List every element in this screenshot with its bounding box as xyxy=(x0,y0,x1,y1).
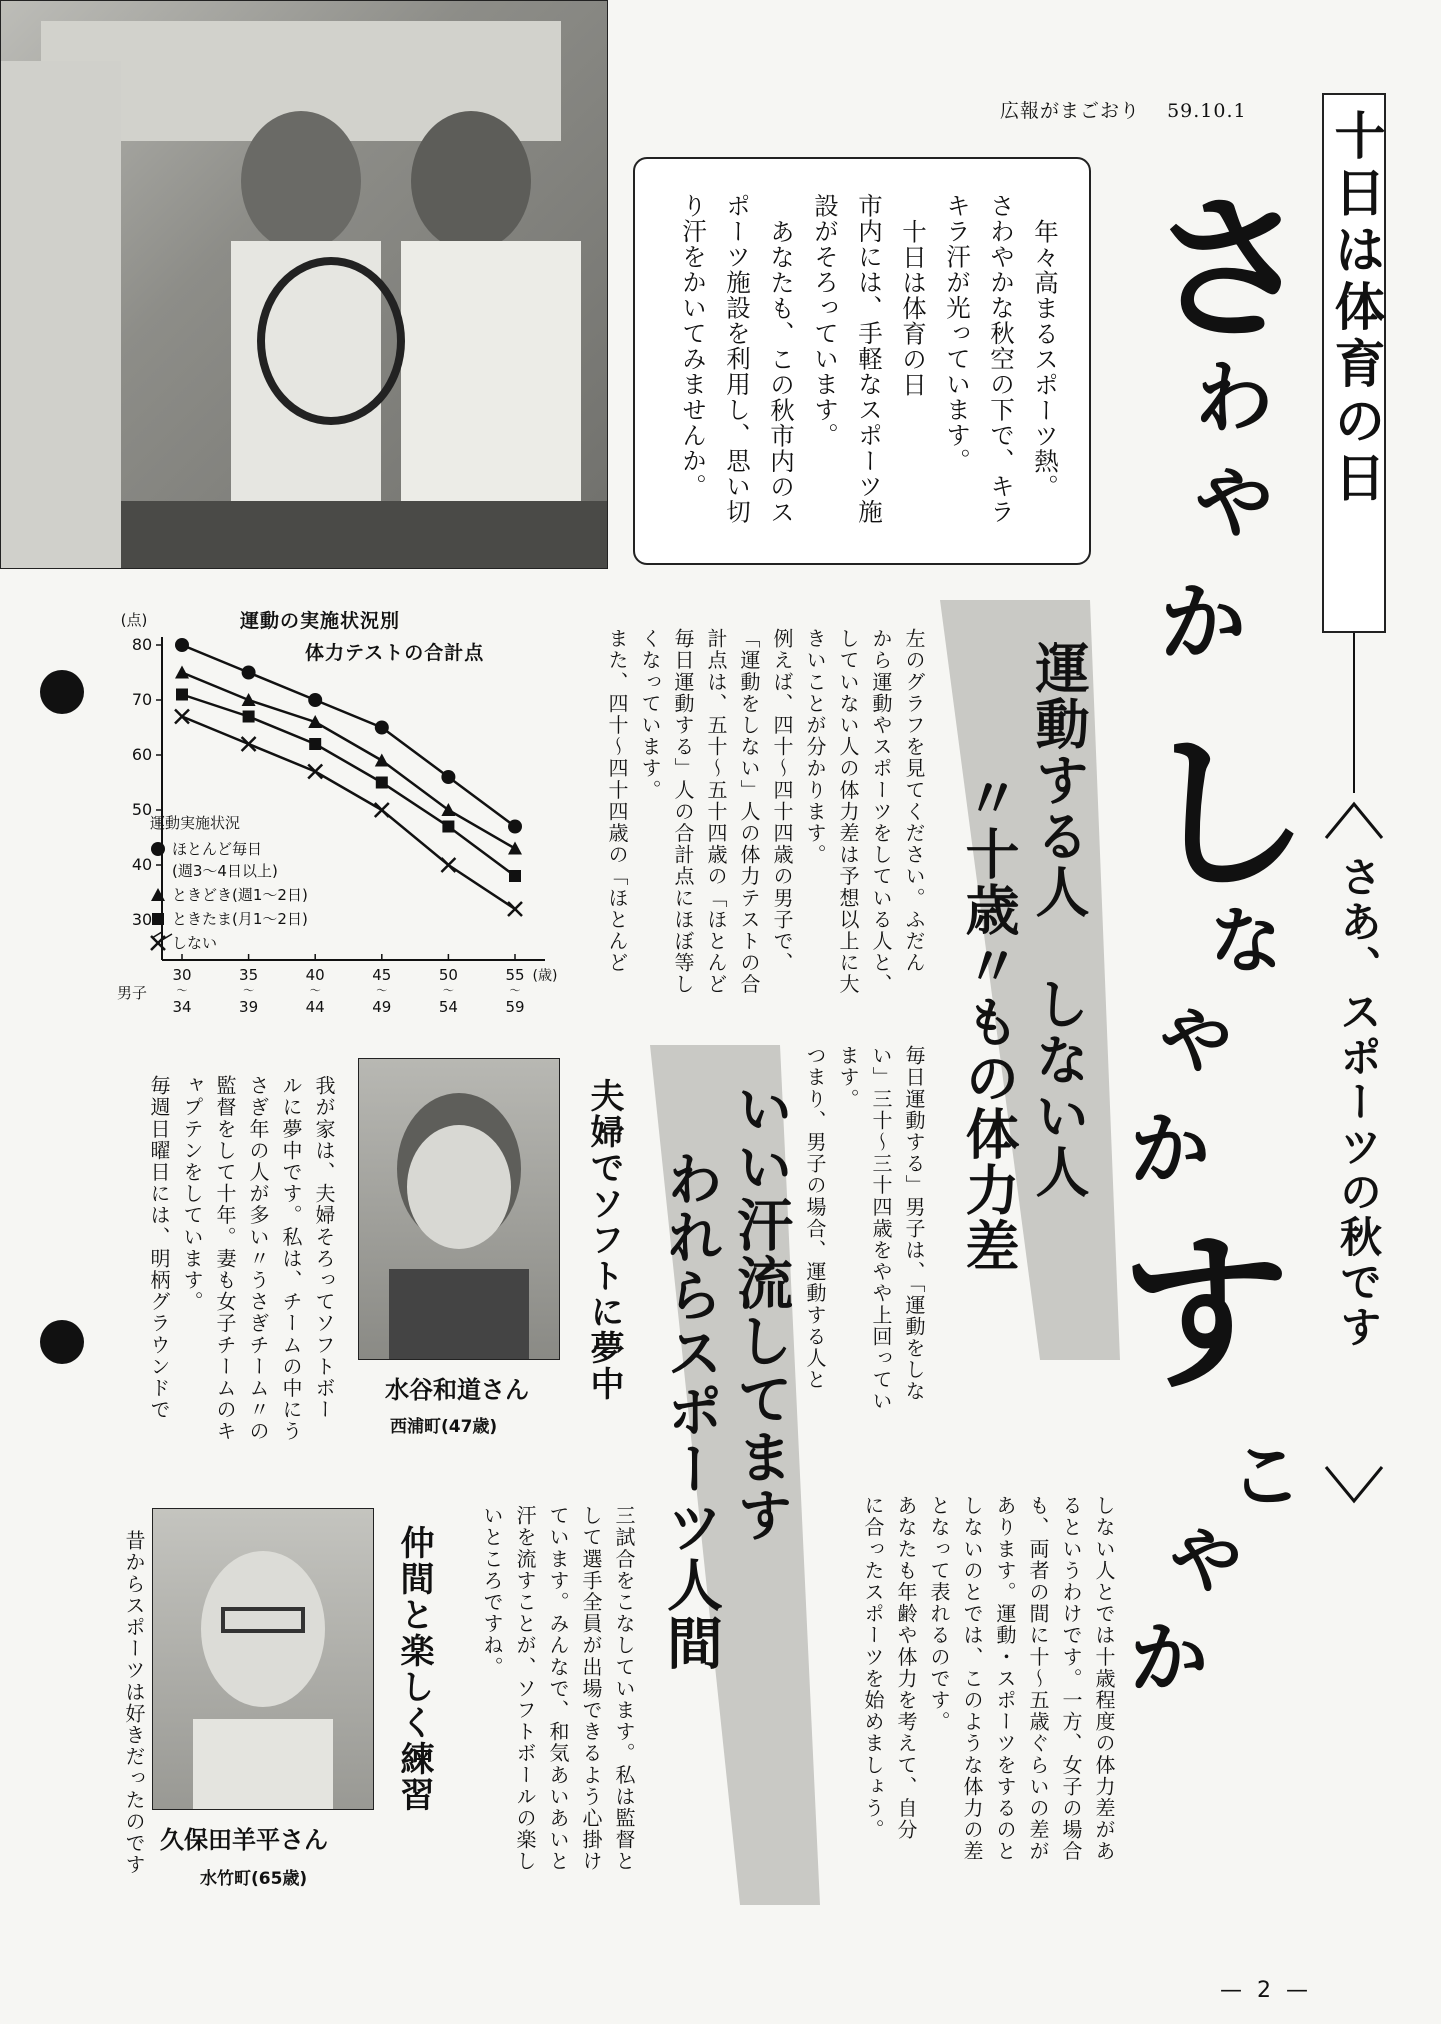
section2-heading-2: われらスポーツ人間 xyxy=(658,1150,723,1672)
body-line: ています。みんなで、和気あいあいと xyxy=(546,1505,570,1873)
section1-heading-1: 運動する人 しない人 xyxy=(1027,640,1090,1200)
x-axis-label: 男子 xyxy=(116,984,148,1002)
body-line: さぎ年の人が多い〃うさぎチーム〃の xyxy=(246,1075,270,1443)
data-point-square xyxy=(376,777,388,789)
data-point-square xyxy=(243,711,255,723)
data-point-circle xyxy=(441,770,455,784)
body-line: ます。 xyxy=(836,1045,860,1110)
x-unit-label: (歳) xyxy=(532,968,558,984)
y-tick-label: 50 xyxy=(131,800,153,819)
person1-address: 西浦町(47歳) xyxy=(390,1417,498,1437)
data-point-triangle xyxy=(375,754,389,767)
person2-name: 久保田羊平さん xyxy=(160,1826,328,1854)
body-line: ルに夢中です。私は、チームの中にう xyxy=(279,1075,303,1443)
x-tick-label: 35 xyxy=(239,966,259,984)
title-box xyxy=(1322,93,1386,633)
x-tick-label: 45 xyxy=(372,966,392,984)
person2-headline: 仲間と楽しく練習 xyxy=(394,1525,434,1813)
binder-hole xyxy=(40,1320,84,1364)
y-tick-label: 30 xyxy=(131,910,153,929)
section1-heading-2: 〃十歳〃もの体力差 xyxy=(957,770,1020,1274)
body-line: から運動やスポーツをしている人と、 xyxy=(869,628,893,996)
intro-line: 市内には、手軽なスポーツ施 xyxy=(855,193,884,525)
body-line: 三試合をこなしています。私は監督と xyxy=(612,1505,636,1873)
big-char: す xyxy=(1120,1216,1291,1414)
intro-line: り汗をかいてみませんか。 xyxy=(679,193,708,499)
x-tick-label: 55 xyxy=(505,966,525,984)
data-point-triangle xyxy=(508,842,522,855)
body-line: い」三十〜三十四歳をやや上回ってい xyxy=(869,1045,893,1413)
body-line: 左のグラフを見てください。ふだん xyxy=(902,628,926,974)
body-line: るというわけです。一方、女子の場合 xyxy=(1059,1495,1083,1863)
intro-line: 年々高まるスポーツ熱。 xyxy=(1031,219,1060,500)
body-line: いところですね。 xyxy=(480,1505,504,1678)
publication-name: 広報がまごおり xyxy=(1000,100,1141,122)
section1-body-bottom xyxy=(800,1495,1120,1895)
publication-date: 59.10.1 xyxy=(1167,100,1247,122)
chart-title-line2: 体力テストの合計点 xyxy=(305,642,485,664)
body-line: となって表れるのです。 xyxy=(927,1495,951,1733)
series-line xyxy=(182,645,515,827)
person1-body xyxy=(115,1075,340,1495)
body-line: しないのとでは、このような体力の差 xyxy=(960,1495,984,1863)
legend-title: 運動実施状況 xyxy=(150,814,241,832)
person1-headline: 夫婦でソフトに夢中 xyxy=(584,1078,624,1402)
big-char: さ xyxy=(1150,176,1311,363)
body-line: 監督をして十年。妻も女子チームのキ xyxy=(213,1075,237,1443)
body-line: 昔からスポーツは好きだったのです xyxy=(122,1530,146,1876)
x-tick-label: 〜 xyxy=(509,984,521,997)
legend-label: ときたま(月1〜2日) xyxy=(172,910,308,928)
x-tick-label: 〜 xyxy=(243,984,255,997)
data-point-triangle xyxy=(242,693,256,706)
body-line: あります。運動・スポーツをするのと xyxy=(993,1495,1017,1863)
big-char: し xyxy=(1140,716,1311,914)
tennis-photo-illustration xyxy=(1,1,607,568)
x-tick-label: 40 xyxy=(305,966,325,984)
page-number: — 2 — xyxy=(1220,1978,1312,2003)
section1-body-mid xyxy=(790,1045,930,1465)
body-line: 我が家は、夫婦そろってソフトボー xyxy=(312,1075,336,1421)
big-char: こ xyxy=(1230,1434,1303,1518)
legend-label: しない xyxy=(172,934,218,952)
x-tick-label: 59 xyxy=(505,998,525,1016)
body-line: くなっています。 xyxy=(638,628,662,801)
chart-area xyxy=(110,600,600,1030)
chart-title-line1: 運動の実施状況別 xyxy=(240,610,401,632)
x-tick-label: 44 xyxy=(305,998,325,1016)
tennis-photo xyxy=(0,0,608,569)
big-char: か xyxy=(1130,1614,1209,1704)
page-title: 十日は体育の日 xyxy=(1325,109,1384,508)
data-point-circle xyxy=(175,638,189,652)
intro-line: 設がそろっています。 xyxy=(811,193,840,448)
y-tick-label: 80 xyxy=(131,635,153,654)
intro-box xyxy=(633,157,1091,565)
intro-line: キラ汗が光っています。 xyxy=(943,193,972,474)
data-point-circle xyxy=(151,842,165,856)
x-tick-label: 〜 xyxy=(376,984,388,997)
body-line: 毎週日曜日には、明柄グラウンドで xyxy=(147,1075,171,1421)
x-tick-label: 〜 xyxy=(176,984,188,997)
data-point-square xyxy=(309,738,321,750)
intro-line: あなたも、この秋市内のス xyxy=(767,219,796,525)
x-tick-label: 34 xyxy=(172,998,192,1016)
person2-portrait xyxy=(153,1509,373,1809)
y-tick-label: 40 xyxy=(131,855,153,874)
y-tick-label: 70 xyxy=(131,690,153,709)
person2-photo xyxy=(152,1508,374,1810)
data-point-square xyxy=(442,821,454,833)
big-char: わ xyxy=(1195,354,1274,444)
body-line: していない人の体力差は予想以上に大 xyxy=(836,628,860,996)
y-axis-label: (点) xyxy=(120,611,148,629)
series-line xyxy=(182,717,515,910)
person1-name: 水谷和道さん xyxy=(385,1376,529,1404)
body-line: して選手全員が出場できるよう心掛け xyxy=(579,1505,603,1873)
data-point-circle xyxy=(242,666,256,680)
intro-text xyxy=(671,193,1067,545)
body-line: 汗を流すことが、ソフトボールの楽し xyxy=(513,1505,537,1873)
subtitle: さあ、スポーツの秋です xyxy=(1334,855,1383,1350)
intro-line: 十日は体育の日 xyxy=(899,219,928,398)
body-line: も、両者の間に十〜五歳ぐらいの差が xyxy=(1026,1495,1050,1863)
x-tick-label: 49 xyxy=(372,998,392,1016)
body-line: しない人とでは十歳程度の体力差があ xyxy=(1092,1495,1116,1863)
x-tick-label: 〜 xyxy=(309,984,321,997)
body-line: 毎日運動する」男子は、「運動をしな xyxy=(902,1045,926,1403)
intro-line: さわやかな秋空の下で、キラ xyxy=(987,193,1016,525)
body-line: 毎日運動する」人の合計点にほぼ等し xyxy=(671,628,695,996)
binder-hole xyxy=(40,670,84,714)
body-line: に合ったスポーツを始めましょう。 xyxy=(861,1495,885,1841)
legend-label: ほとんど毎日 xyxy=(172,840,263,858)
section2-body-continued xyxy=(460,1505,640,1925)
publication-header xyxy=(1000,96,1247,123)
x-tick-label: 39 xyxy=(239,998,259,1016)
body-line: 計点は、五十〜五十四歳の「ほとんど xyxy=(704,628,728,996)
line-chart xyxy=(110,600,600,1030)
data-point-square xyxy=(509,870,521,882)
section2-heading-1: いい汗流してます xyxy=(728,1080,793,1544)
big-char: や xyxy=(1160,999,1233,1083)
chevron-up-icon xyxy=(1322,800,1386,840)
person1-photo xyxy=(358,1058,560,1360)
big-char: か xyxy=(1130,1103,1210,1196)
big-char: か xyxy=(1160,573,1246,673)
x-tick-label: 〜 xyxy=(442,984,454,997)
person2-address: 水竹町(65歳) xyxy=(200,1869,308,1889)
legend-label: (週3〜4日以上) xyxy=(172,862,278,880)
body-line: あなたも年齢や体力を考えて、自分 xyxy=(894,1495,918,1841)
data-point-square xyxy=(152,913,164,925)
chevron-down-icon xyxy=(1322,1465,1386,1505)
body-line: 例えば、四十〜四十四歳の男子で、 xyxy=(770,628,794,974)
body-line: また、四十〜四十四歳の「ほとんど xyxy=(605,628,629,974)
intro-line: ポーツ施設を利用し、思い切 xyxy=(723,193,752,525)
legend-label: ときどき(週1〜2日) xyxy=(172,886,308,904)
person1-portrait xyxy=(359,1059,559,1359)
person2-body xyxy=(110,1530,150,1950)
big-char: な xyxy=(1210,899,1283,983)
title-connector xyxy=(1353,633,1355,793)
x-tick-label: 30 xyxy=(172,966,192,984)
body-line: ャプテンをしています。 xyxy=(180,1075,204,1313)
data-point-circle xyxy=(508,820,522,834)
y-tick-label: 60 xyxy=(131,745,153,764)
body-line: 「運動をしない」人の体力テストの合 xyxy=(737,628,761,996)
data-point-circle xyxy=(308,693,322,707)
x-tick-label: 54 xyxy=(438,998,458,1016)
big-char: や xyxy=(1195,459,1274,549)
data-point-square xyxy=(176,689,188,701)
subtitle-block xyxy=(1322,800,1386,1505)
body-line: つまり、男子の場合、運動する人と xyxy=(803,1045,827,1391)
big-char: や xyxy=(1170,1519,1243,1603)
data-point-triangle xyxy=(175,666,189,679)
x-tick-label: 50 xyxy=(438,966,458,984)
data-point-circle xyxy=(375,721,389,735)
body-line: きいことが分かります。 xyxy=(803,628,827,866)
